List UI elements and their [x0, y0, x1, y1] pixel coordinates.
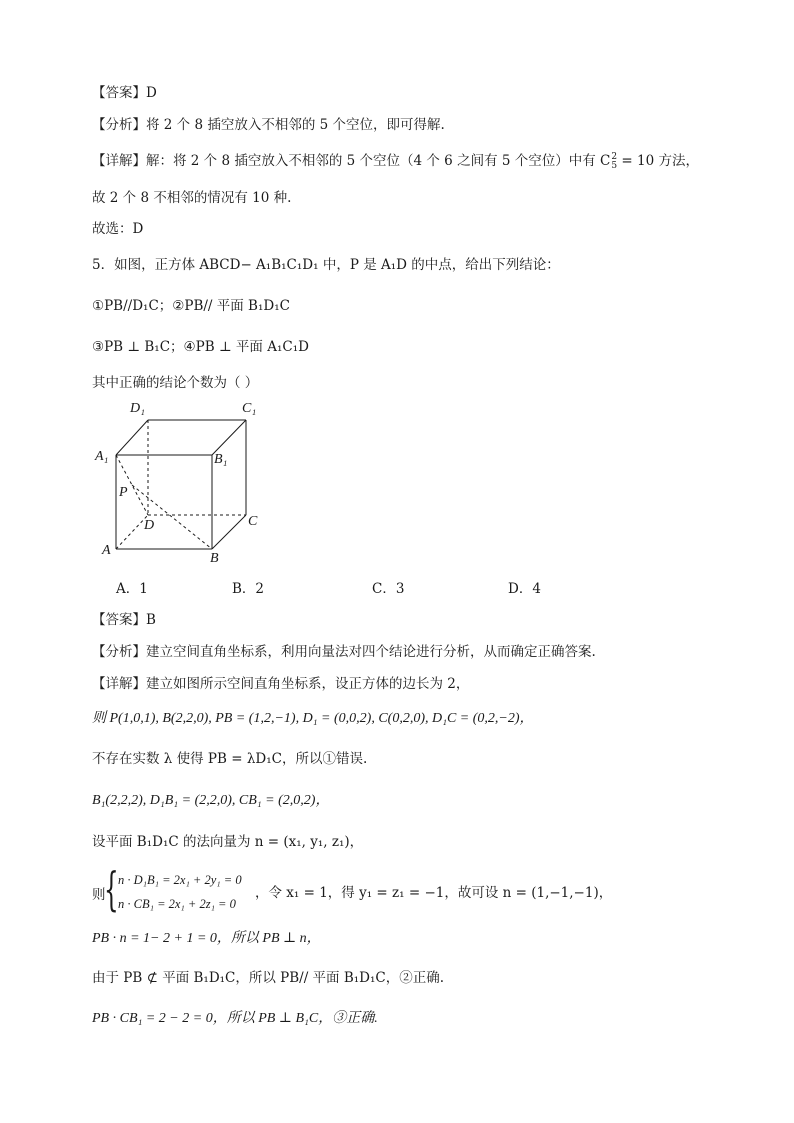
label-D1: D₁	[130, 401, 145, 416]
q5-derivation-7: PB · CB₁ = 2 − 2 = 0，所以 PB ⊥ B₁C，③正确.	[92, 1011, 378, 1026]
q5-derivation-3: B₁(2,2,2), D₁B₁ = (2,2,0), CB₁ = (2,0,2)，	[92, 793, 330, 808]
answer-tag: 【答案】	[92, 85, 146, 101]
system-suffix: ，令 x₁ = 1，得 y₁ = z₁ = −1，故可设 n = (1,−1,−1)，	[255, 885, 613, 901]
answer-value: D	[146, 85, 157, 101]
detail-text: 建立如图所示空间直角坐标系，设正方体的边长为 2，	[146, 676, 470, 692]
q5-conclusions-12: ①PB//D₁C；②PB// 平面 B₁D₁C	[92, 298, 290, 314]
detail-text-end: = 10 方法，	[617, 153, 699, 169]
system-eq2: n · CB₁ = 2x₁ + 2z₁ = 0	[118, 897, 236, 911]
label-C: C	[248, 514, 258, 529]
analysis-tag: 【分析】	[92, 117, 146, 133]
analysis-text: 建立空间直角坐标系，利用向量法对四个结论进行分析，从而确定正确答案.	[146, 644, 596, 660]
comb-sup: 2	[611, 151, 618, 162]
q4-detail-line-2: 故 2 个 8 不相邻的情况有 10 种.	[92, 190, 292, 206]
q4-choose-line: 故选：D	[92, 221, 144, 237]
answer-value: B	[146, 612, 156, 628]
system-prefix: 则	[92, 887, 106, 903]
detail-tag: 【详解】	[92, 676, 146, 692]
label-D: D	[144, 518, 155, 533]
system-brace: {	[104, 862, 119, 916]
analysis-tag: 【分析】	[92, 644, 146, 660]
q5-analysis-line	[92, 643, 596, 661]
q5-conclusions-34: ③PB ⊥ B₁C；④PB ⊥ 平面 A₁C₁D	[92, 339, 309, 355]
q5-derivation-5: PB · n = 1− 2 + 1 = 0，所以 PB ⊥ n，	[92, 931, 321, 946]
option-c: C．3	[372, 581, 405, 597]
q5-question: 其中正确的结论个数为（ ）	[92, 375, 259, 391]
detail-text: 解：将 2 个 8 插空放入不相邻的 5 个空位（4 个 6 之间有 5 个空位）中有 C	[146, 153, 611, 169]
label-C1: C₁	[242, 401, 257, 416]
q5-derivation-4: 设平面 B₁D₁C 的法向量为 n = (x₁, y₁, z₁)，	[92, 834, 364, 850]
option-d: D．4	[508, 581, 541, 597]
label-P: P	[119, 485, 128, 500]
detail-tag: 【详解】	[92, 153, 146, 169]
answer-tag: 【答案】	[92, 612, 146, 628]
label-B: B	[210, 551, 219, 566]
label-A: A	[102, 543, 111, 558]
q5-derivation-6: 由于 PB ⊄ 平面 B₁D₁C，所以 PB// 平面 B₁D₁C，②正确.	[92, 970, 445, 986]
system-eq1: n · D₁B₁ = 2x₁ + 2y₁ = 0	[118, 873, 242, 887]
q5-answer-line	[92, 611, 156, 629]
q5-derivation-1: 则 P(1,0,1), B(2,2,0), PB = (1,2,−1), D₁ = (0,0,2), C(0,2,0), D₁C = (0,2,−2)，	[92, 711, 534, 726]
comb-sub: 5	[611, 160, 618, 171]
option-b: B．2	[232, 581, 265, 597]
option-a: A．1	[116, 581, 148, 597]
label-A1: A₁	[95, 449, 109, 464]
q5-detail-line	[92, 675, 469, 693]
label-B1: B₁	[214, 452, 228, 467]
analysis-text: 将 2 个 8 插空放入不相邻的 5 个空位，即可得解.	[146, 117, 445, 133]
q5-derivation-2: 不存在实数 λ 使得 PB = λD₁C，所以①错误.	[92, 751, 368, 767]
q5-stem: 5．如图，正方体 ABCD− A₁B₁C₁D₁ 中，P 是 A₁D 的中点，给出下列结论：	[92, 257, 560, 273]
